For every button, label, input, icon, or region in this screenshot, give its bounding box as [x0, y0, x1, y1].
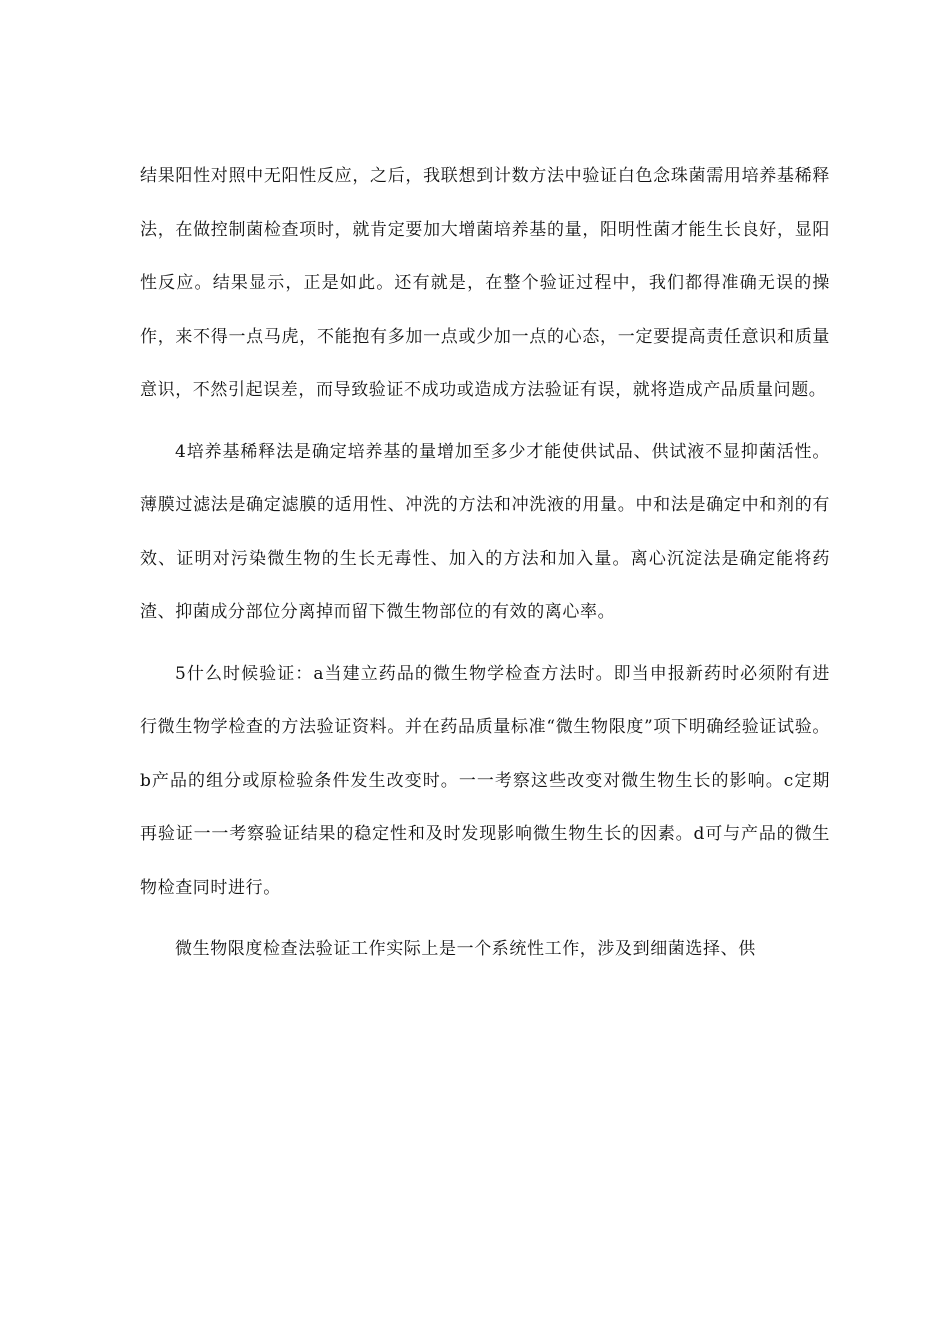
document-body: [140, 150, 830, 985]
paragraph-1: 结果阳性对照中无阳性反应，之后，我联想到计数方法中验证白色念珠菌需用培养基稀释法，在做控制菌检查项时，就肯定要加大增菌培养基的量，阳明性菌才能生长良好，显阳性反应。结果显示，正是如此。还有就是，在整个验证过程中，我们都得准确无误的操作，来不得一点马虎，不能抱有多加一点或少加一点的心态，一定要提高责任意识和质量意识，不然引起误差，而导致验证不成功或造成方法验证有误，就将造成产品质量问题。: [140, 166, 830, 400]
paragraph-4: 微生物限度检查法验证工作实际上是一个系统性工作，涉及到细菌选择、供: [175, 939, 756, 959]
paragraph-3: 5什么时候验证：a当建立药品的微生物学检查方法时。即当申报新药时必须附有进行微生物学检查的方法验证资料。并在药品质量标准“微生物限度”项下明确经验证试验。b产品的组分或原检验条件发生改变时。一一考察这些改变对微生物生长的影响。c定期再验证一一考察验证结果的稳定性和及时发现影响微生物生长的因素。d可与产品的微生物检查同时进行。: [140, 663, 830, 898]
paragraph-2: 4培养基稀释法是确定培养基的量增加至多少才能使供试品、供试液不显抑菌活性。薄膜过滤法是确定滤膜的适用性、冲洗的方法和冲洗液的用量。中和法是确定中和剂的有效、证明对污染微生物的生长无毒性、加入的方法和加入量。离心沉淀法是确定能将药渣、抑菌成分部位分离掉而留下微生物部位的有效的离心率。: [140, 441, 830, 622]
